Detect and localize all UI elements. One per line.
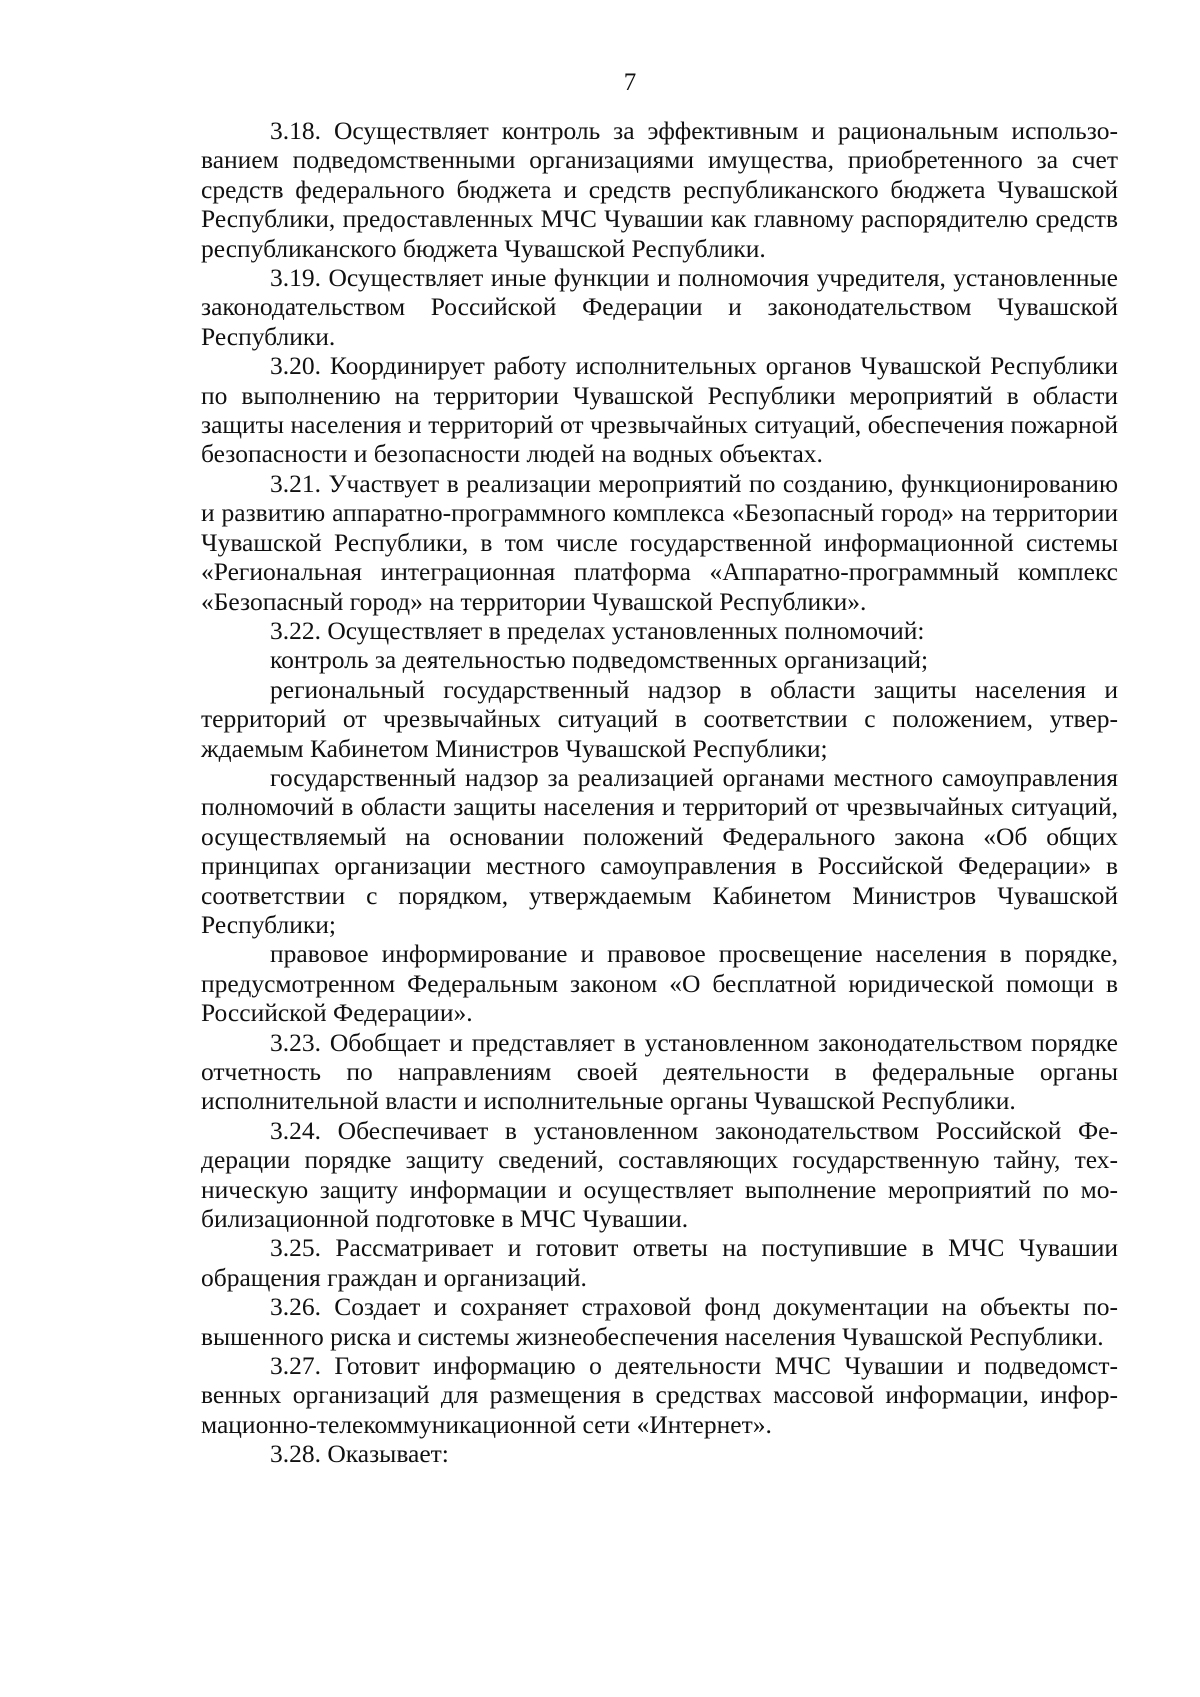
paragraph-3-20: 3.20. Координирует работу исполнительных органов Чувашской Республики по выполнению на территории Чувашской Республики мероприятий в области защиты населения и территорий от чрезвычайных ситуаций, обеспечения пожарной безопасности и безопасности людей на водных объектах. bbox=[201, 351, 1118, 469]
paragraph-3-28: 3.28. Оказывает: bbox=[270, 1439, 449, 1469]
paragraph-3-21: 3.21. Участвует в реализации мероприятий по созданию, функционированию и развитию аппаратно-программного комплекса «Безопасный город» на территории Чувашской Республики, в том числе государственной информационной системы «Региональная интеграционная платформа «Аппаратно-программный комплекс «Безопасный город» на территории Чувашской Республики». bbox=[201, 468, 1118, 616]
paragraph-3-27: 3.27. Готовит информацию о деятельности МЧС Чувашии и подведомственных организаций для размещения в средствах массовой информации, информационно-телекоммуникационной сети «Интернет». bbox=[201, 1351, 1118, 1439]
paragraph-3-23: 3.23. Обобщает и представляет в установленном законодательством порядке отчетность по направлениям своей деятельности в федеральные органы исполнительной власти и исполнительные органы Чувашской Республики. bbox=[201, 1027, 1118, 1116]
page-number: 7 bbox=[623, 69, 637, 96]
paragraph-3-22-state-supervision: государственный надзор за реализацией органами местного самоуправления полномочий в области защиты населения и территорий от чрезвычайных ситуаций, осуществляемый на основании положений Федерального закона «Об общих принципах организации местного самоуправления в Российской Федерации» в соответствии с порядком, утверждаемым Кабинетом Министров Чувашской Республики; bbox=[201, 762, 1118, 939]
paragraph-3-22-regional-supervision: региональный государственный надзор в области защиты населения и территорий от чрезвычайных ситуаций в соответствии с положением, утверждаемым Кабинетом Министров Чувашской Республики; bbox=[201, 674, 1118, 763]
paragraph-3-26: 3.26. Создает и сохраняет страховой фонд документации на объекты повышенного риска и системы жизнеобеспечения населения Чувашской Республики. bbox=[201, 1292, 1118, 1351]
paragraph-3-18: 3.18. Осуществляет контроль за эффективным и рациональным использованием подведомственными организациями имущества, приобретенного за счет средств федерального бюджета и средств республиканского бюджета Чувашской Республики, предоставленных МЧС Чувашии как главному распорядителю средств республиканского бюджета Чувашской Республики. bbox=[201, 116, 1118, 263]
document-body bbox=[201, 116, 1118, 1469]
paragraph-3-19: 3.19. Осуществляет иные функции и полномочия учредителя, установленные законодательством Российской Федерации и законодательством Чувашской Республики. bbox=[201, 263, 1118, 351]
paragraph-3-22: 3.22. Осуществляет в пределах установленных полномочий: bbox=[270, 615, 925, 645]
paragraph-3-24: 3.24. Обеспечивает в установленном законодательством Российской Федерации порядке защиту сведений, составляющих государственную тайну, техническую защиту информации и осуществляет выполнение мероприятий по мобилизационной подготовке в МЧС Чувашии. bbox=[201, 1115, 1118, 1234]
paragraph-3-22-legal-information: правовое информирование и правовое просвещение населения в порядке, предусмотренном Федеральным законом «О бесплатной юридической помощи в Российской Федерации». bbox=[201, 939, 1118, 1028]
paragraph-3-25: 3.25. Рассматривает и готовит ответы на поступившие в МЧС Чувашии обращения граждан и организаций. bbox=[201, 1233, 1118, 1292]
paragraph-3-22-control: контроль за деятельностью подведомственных организаций; bbox=[270, 645, 929, 675]
